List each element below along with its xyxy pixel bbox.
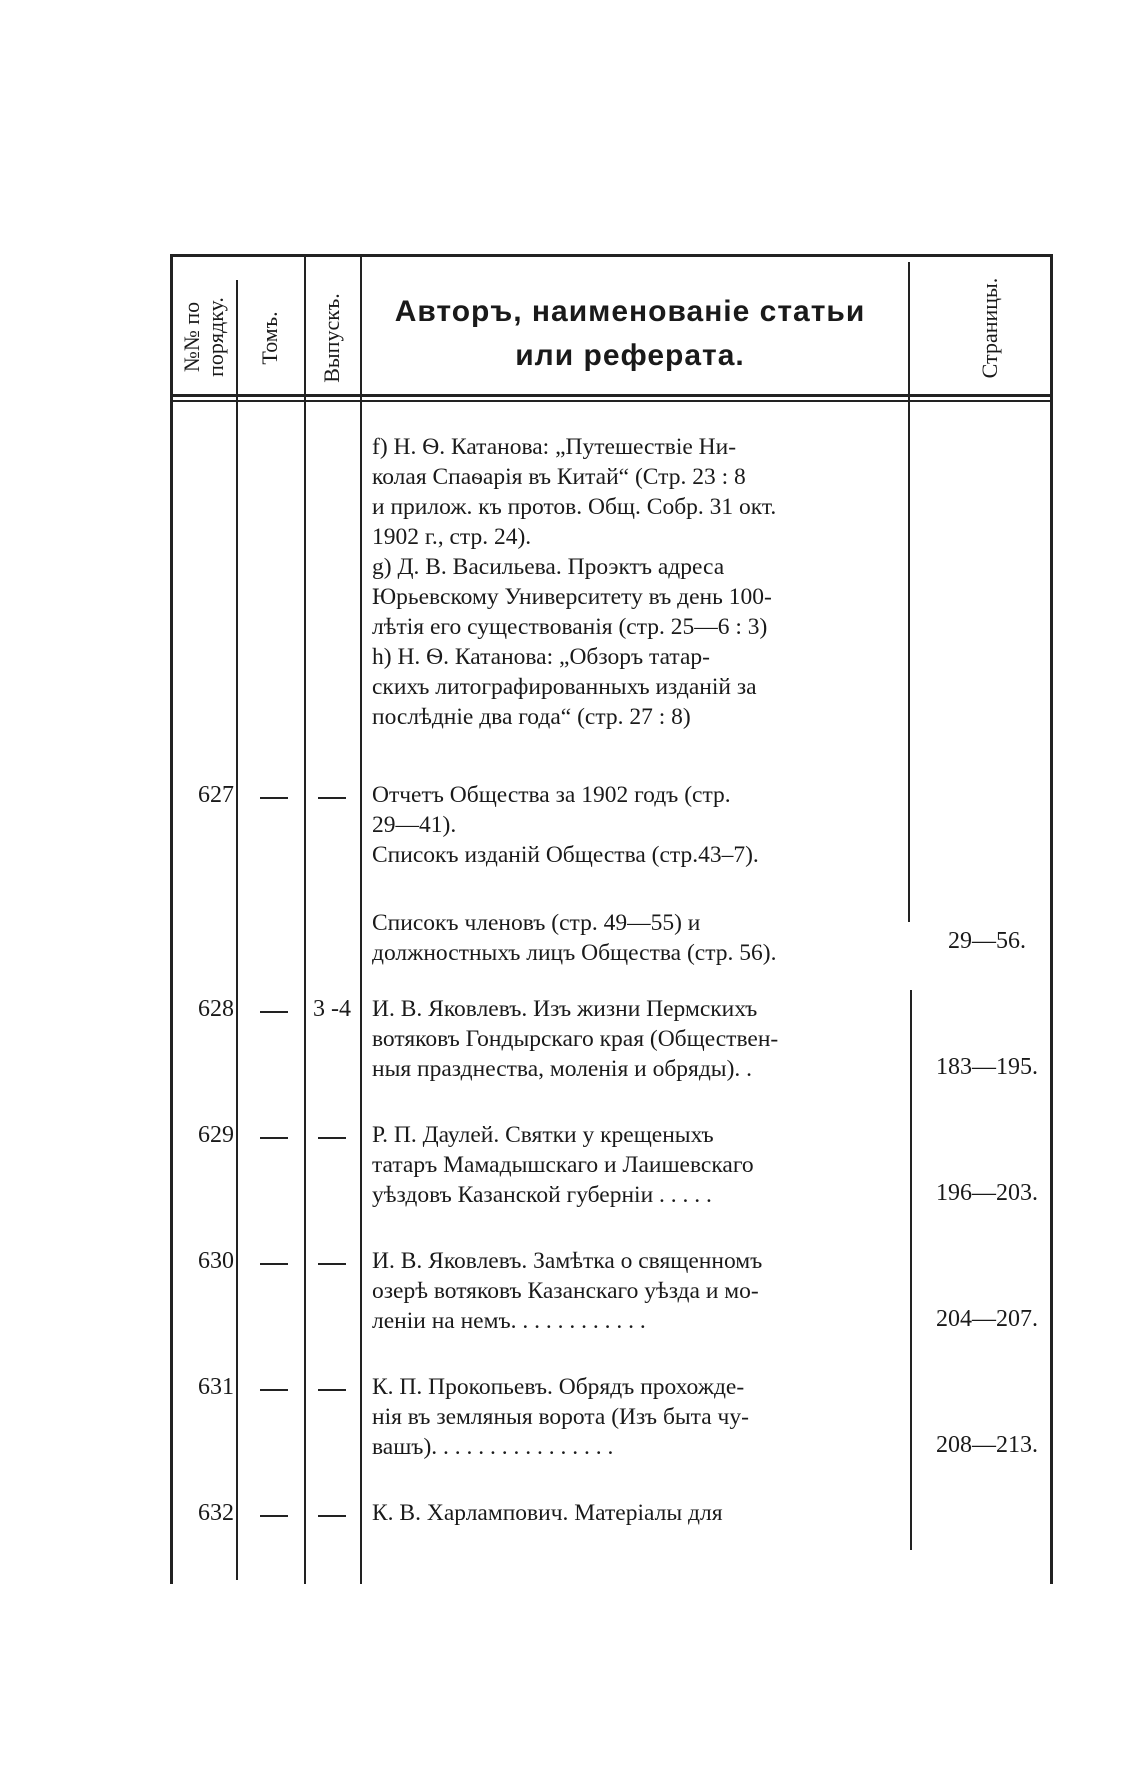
row-number: 632 (198, 1500, 234, 1526)
volume-dash (260, 1263, 288, 1265)
row-line: Отчетъ Общества за 1902 годъ (стр. (372, 782, 731, 808)
row-line: татаръ Мамадышскаго и Лаишевскаго (372, 1152, 754, 1178)
row-number: 629 (198, 1122, 234, 1148)
volume-dash (260, 1137, 288, 1139)
row-line: Списокъ членовъ (стр. 49—55) и (372, 910, 701, 936)
row-line: 29—41). (372, 812, 457, 838)
row-pages: 208—213. (936, 1432, 1038, 1458)
col-border-pages (908, 262, 910, 922)
header-title-line2: или реферата. (515, 339, 745, 372)
row-text (372, 780, 902, 968)
header-volume: Томъ. (257, 311, 282, 365)
row-line: И. В. Яковлевъ. Изъ жизни Пермскихъ (372, 996, 758, 1022)
row-line: вотяковъ Гондырскаго края (Обществен- (372, 1026, 779, 1052)
intro-line: послѣдніе два года“ (стр. 27 : 8) (372, 704, 691, 730)
header-issue: Выпускъ. (319, 293, 344, 383)
row-text (372, 1498, 902, 1528)
row-line: ныя празднества, моленія и обряды). . (372, 1056, 753, 1082)
col-border-volume (304, 254, 306, 1584)
intro-line: Юрьевскому Университету въ день 100- (372, 584, 772, 610)
row-line: И. В. Яковлевъ. Замѣтка о священномъ (372, 1248, 763, 1274)
row-line: нія въ земляныя ворота (Изъ быта чу- (372, 1404, 749, 1430)
row-pages: 29—56. (948, 928, 1026, 954)
col-border-issue (360, 254, 362, 1584)
row-pages: 196—203. (936, 1180, 1038, 1206)
row-pages: 204—207. (936, 1306, 1038, 1332)
header-number: №№ по порядку. (179, 297, 228, 377)
intro-line: g) Д. В. Васильева. Проэктъ адреса (372, 554, 725, 580)
header-bottom-rule-2 (170, 400, 1050, 402)
row-text (372, 1372, 902, 1462)
volume-dash (260, 1515, 288, 1517)
volume-dash (260, 1389, 288, 1391)
volume-dash (260, 797, 288, 799)
header-title (360, 290, 900, 378)
row-line (372, 870, 902, 908)
intro-line: и прилож. къ протов. Общ. Собр. 31 окт. (372, 494, 777, 520)
row-line: леніи на немъ. . . . . . . . . . . . (372, 1308, 646, 1334)
header-bottom-rule (170, 394, 1050, 397)
row-line: озерѣ вотяковъ Казанскаго уѣзда и мо- (372, 1278, 759, 1304)
row-line: уѣздовъ Казанской губерніи . . . . . (372, 1182, 712, 1208)
intro-line: 1902 г., стр. 24). (372, 524, 532, 550)
row-text (372, 1246, 902, 1336)
row-number: 631 (198, 1374, 234, 1400)
intro-line: f) Н. Ѳ. Катанова: „Путешествіе Ни- (372, 434, 737, 460)
row-issue: 3 -4 (313, 996, 351, 1022)
col-border-right (1050, 254, 1053, 1584)
issue-dash (318, 1263, 346, 1265)
row-line: Р. П. Даулей. Святки у крещеныхъ (372, 1122, 714, 1148)
issue-dash (318, 1137, 346, 1139)
col-border-number (236, 280, 238, 1580)
row-line: К. В. Харлампович. Матеріалы для (372, 1500, 723, 1526)
issue-dash (318, 1389, 346, 1391)
intro-block (372, 432, 902, 732)
issue-dash (318, 1515, 346, 1517)
intro-line: скихъ литографированныхъ изданій за (372, 674, 757, 700)
row-text (372, 994, 902, 1084)
issue-dash (318, 797, 346, 799)
row-number: 630 (198, 1248, 234, 1274)
row-line: должностныхъ лицъ Общества (стр. 56). (372, 940, 777, 966)
row-text (372, 1120, 902, 1210)
table-top-rule (170, 254, 1050, 257)
intro-line: лѣтія его существованія (стр. 25—6 : 3) (372, 614, 768, 640)
header-pages: Страницы. (977, 277, 1002, 379)
intro-line: h) Н. Ѳ. Катанова: „Обзоръ татар- (372, 644, 710, 670)
intro-line: колая Спаѳарія въ Китай“ (Стр. 23 : 8 (372, 464, 746, 490)
row-number: 627 (198, 782, 234, 808)
row-line: вашъ). . . . . . . . . . . . . . . . (372, 1434, 614, 1460)
header-title-line1: Авторъ, наименованіе статьи (394, 295, 866, 328)
row-number: 628 (198, 996, 234, 1022)
row-line: Списокъ изданій Общества (стр.43–7). (372, 842, 759, 868)
row-line: К. П. Прокопьевъ. Обрядъ прохожде- (372, 1374, 745, 1400)
row-pages: 183—195. (936, 1054, 1038, 1080)
volume-dash (260, 1011, 288, 1013)
